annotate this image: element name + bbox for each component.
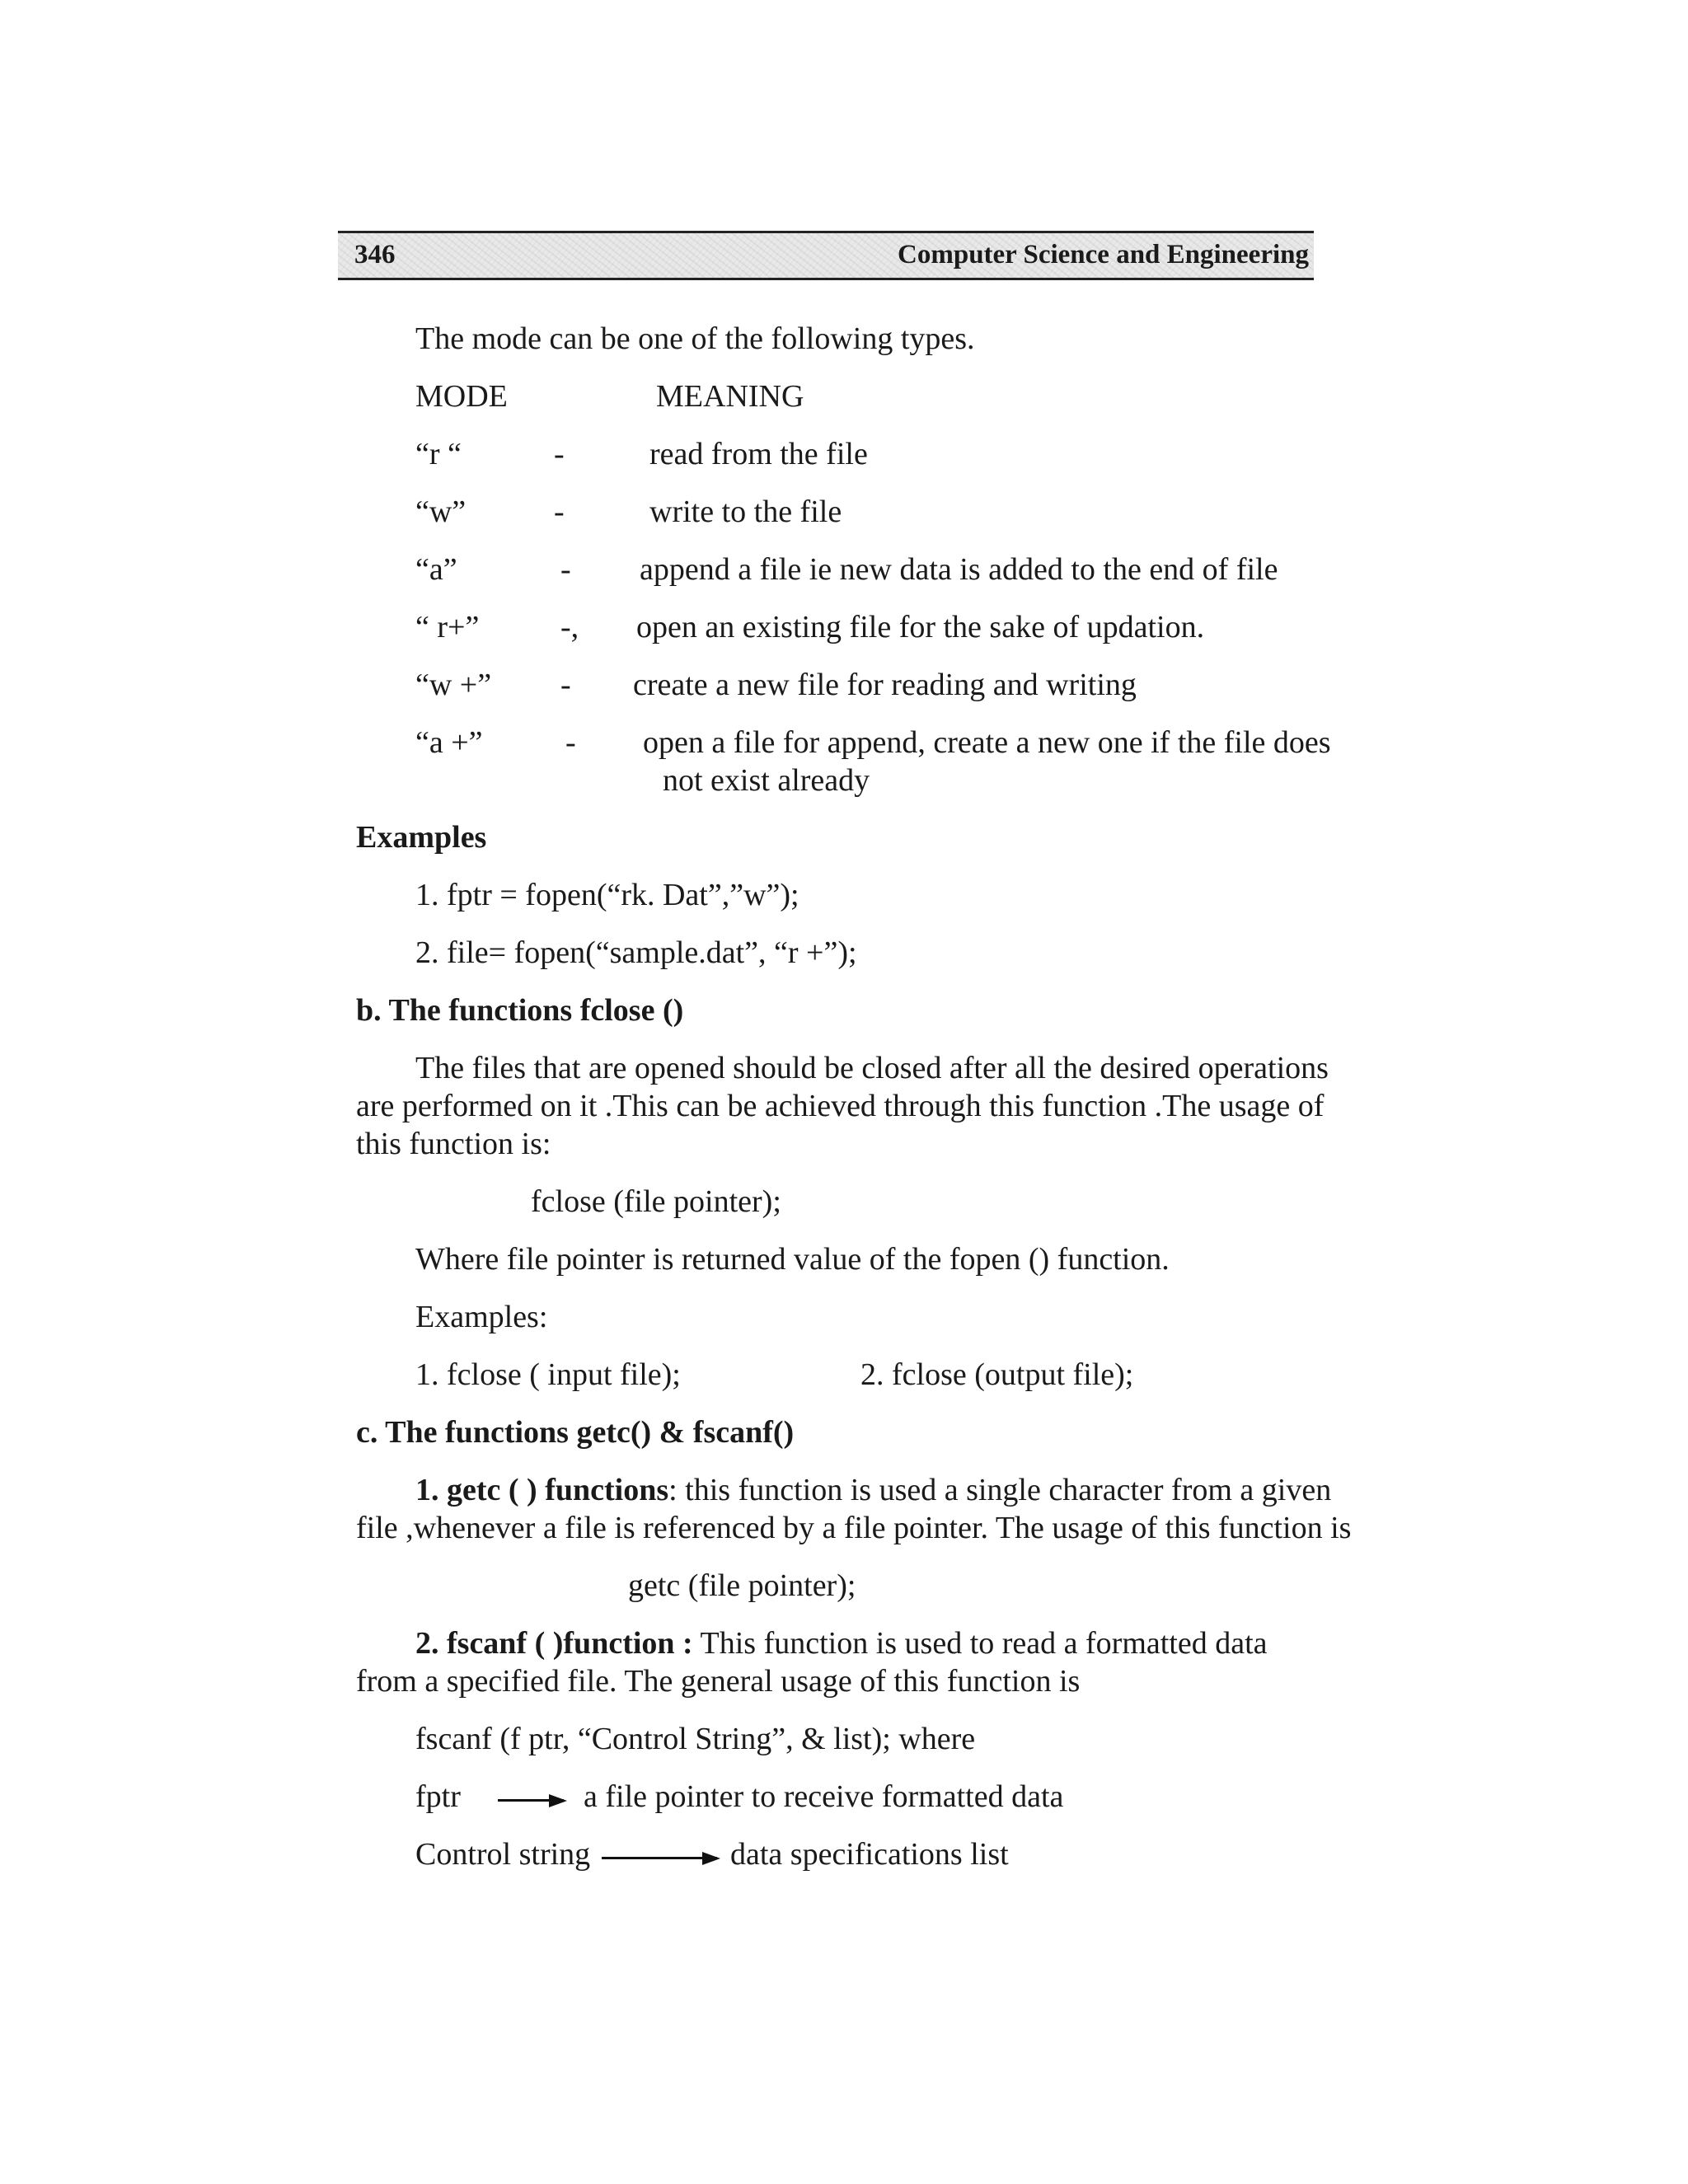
example-item: 2. file= fopen(“sample.dat”, “r +”); bbox=[415, 935, 857, 970]
fclose-where: Where file pointer is returned value of the fopen () function. bbox=[415, 1242, 1170, 1277]
mode-meaning: write to the file bbox=[649, 494, 842, 529]
running-header bbox=[338, 231, 1314, 280]
control-string-description: data specifications list bbox=[730, 1837, 1009, 1872]
fclose-example-2: 2. fclose (output file); bbox=[860, 1357, 1134, 1392]
paragraph-line: this function is: bbox=[356, 1127, 551, 1161]
fptr-description: a file pointer to receive formatted data bbox=[584, 1779, 1064, 1814]
mode-meaning: open a file for append, create a new one if the file does bbox=[643, 725, 1331, 760]
mode-separator: - bbox=[554, 437, 565, 471]
control-string-label: Control string bbox=[415, 1837, 591, 1872]
examples-heading: Examples bbox=[356, 820, 487, 855]
fscanf-definition: This function is used to read a formatted data bbox=[692, 1626, 1268, 1661]
mode-meaning: create a new file for reading and writing bbox=[633, 668, 1137, 702]
mode-separator: -, bbox=[560, 610, 579, 644]
book-title: Computer Science and Engineering bbox=[898, 240, 1309, 269]
fscanf-syntax: fscanf (f ptr, “Control String”, & list); where bbox=[415, 1722, 976, 1756]
paragraph-line: from a specified file. The general usage of this function is bbox=[356, 1664, 1081, 1699]
getc-paragraph-line bbox=[415, 1471, 1331, 1509]
getc-syntax: getc (file pointer); bbox=[628, 1568, 856, 1603]
mode-code: “ r+” bbox=[415, 610, 480, 644]
getc-term: 1. getc ( ) functions bbox=[415, 1473, 669, 1507]
fscanf-paragraph-line bbox=[415, 1624, 1268, 1662]
mode-meaning: append a file ie new data is added to the end of file bbox=[640, 552, 1278, 587]
mode-code: “r “ bbox=[415, 437, 462, 471]
fclose-example-1: 1. fclose ( input file); bbox=[415, 1357, 681, 1392]
getc-definition: : this function is used a single character from a given bbox=[668, 1473, 1332, 1507]
paragraph-line: The files that are opened should be closed after all the desired operations bbox=[415, 1051, 1329, 1085]
meaning-column-header: MEANING bbox=[656, 379, 804, 414]
mode-separator: - bbox=[554, 494, 565, 529]
mode-meaning: read from the file bbox=[649, 437, 868, 471]
mode-intro: The mode can be one of the following types. bbox=[415, 321, 975, 356]
mode-meaning: open an existing file for the sake of updation. bbox=[636, 610, 1205, 644]
fclose-examples-label: Examples: bbox=[415, 1300, 548, 1334]
fscanf-term: 2. fscanf ( )function : bbox=[415, 1626, 693, 1661]
mode-code: “a” bbox=[415, 552, 457, 587]
section-heading-fclose: b. The functions fclose () bbox=[356, 993, 684, 1028]
mode-code: “w +” bbox=[415, 668, 492, 702]
fclose-syntax: fclose (file pointer); bbox=[531, 1184, 781, 1219]
right-arrow-icon bbox=[602, 1857, 717, 1859]
mode-code: “w” bbox=[415, 494, 467, 529]
page-number: 346 bbox=[354, 240, 396, 269]
section-heading-getc-fscanf: c. The functions getc() & fscanf() bbox=[356, 1415, 795, 1450]
paragraph-line: file ,whenever a file is referenced by a file pointer. The usage of this function is bbox=[356, 1511, 1352, 1545]
mode-column-header: MODE bbox=[415, 379, 508, 414]
example-item: 1. fptr = fopen(“rk. Dat”,”w”); bbox=[415, 878, 799, 912]
mode-separator: - bbox=[565, 725, 576, 760]
mode-separator: - bbox=[560, 552, 571, 587]
mode-separator: - bbox=[560, 668, 571, 702]
fptr-label: fptr bbox=[415, 1779, 461, 1814]
right-arrow-icon bbox=[498, 1799, 564, 1802]
mode-code: “a +” bbox=[415, 725, 483, 760]
paragraph-line: are performed on it .This can be achieved through this function .The usage of bbox=[356, 1089, 1325, 1123]
mode-meaning-continuation: not exist already bbox=[663, 763, 870, 798]
